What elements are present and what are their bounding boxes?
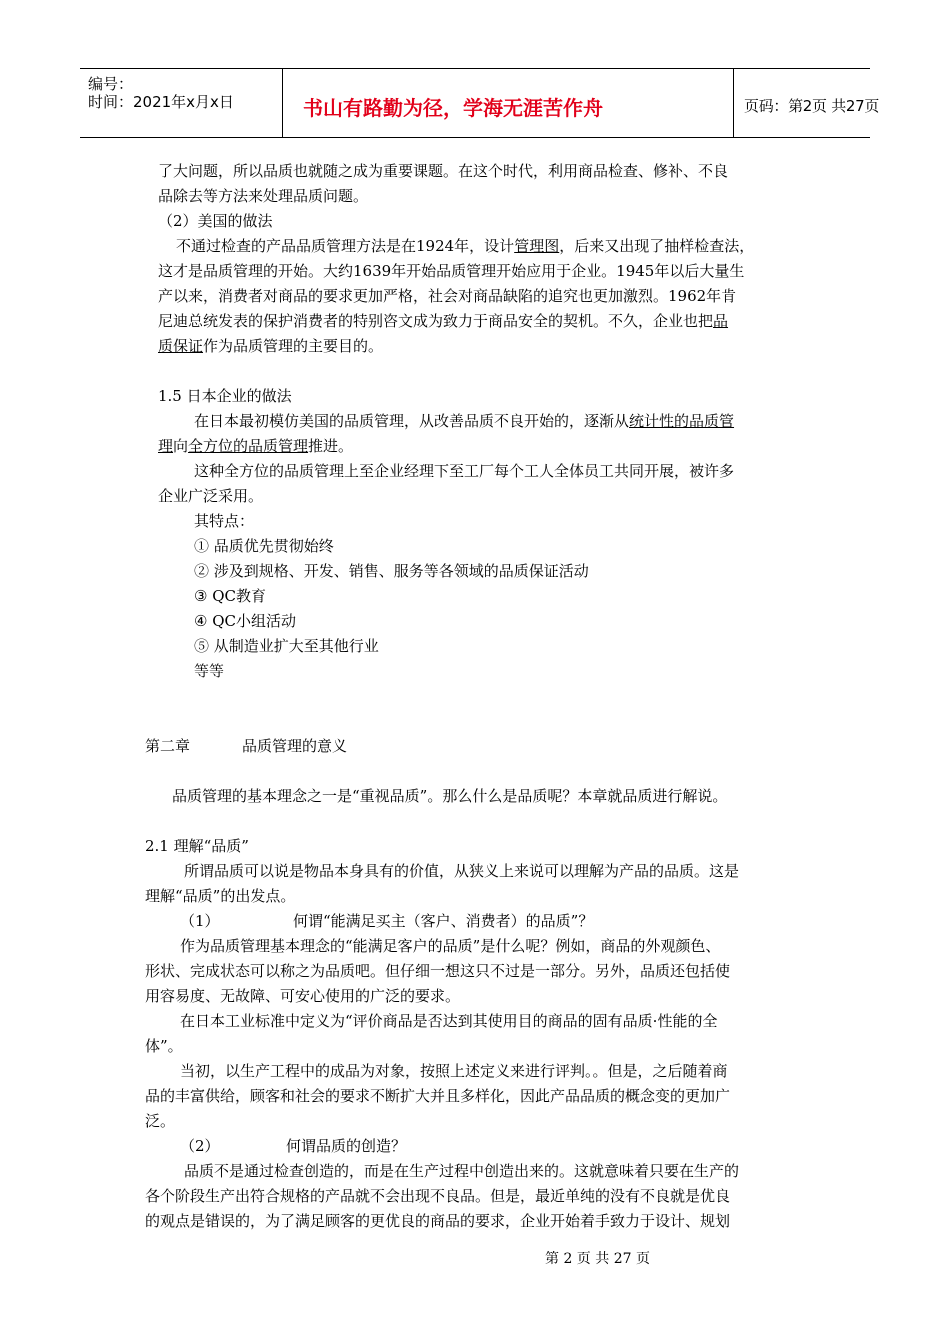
body-line: 质保证作为品质管理的主要目的。 (158, 337, 384, 355)
body-line: 这才是品质管理的开始。大约1639年开始品质管理开始应用于企业。1945年以后大量生 (158, 262, 745, 280)
subsection-number: （1） (180, 912, 220, 930)
body-line: 不通过检查的产品品质管理方法是在1924年，设计管理图，后来又出现了抽样检查法， (176, 237, 755, 255)
list-item: ③ QC教育 (194, 587, 266, 605)
body-line: 尼迪总统发表的保护消费者的特别咨文成为致力于商品安全的契机。不久，企业也把品 (158, 312, 729, 330)
body-line: 所谓品质可以说是物品本身具有的价值，从狭义上来说可以理解为产品的品质。这是 (184, 862, 740, 880)
date-label: 时间：2021年x月x日 (88, 93, 234, 111)
body-line: 了大问题，所以品质也就随之成为重要课题。在这个时代，利用商品检查、修补、不良 (158, 162, 729, 180)
term-link[interactable]: 质保证 (158, 337, 204, 355)
body-line: 品质不是通过检查创造的，而是在生产过程中创造出来的。这就意味着只要在生产的 (184, 1162, 740, 1180)
chapter-number: 第二章 (145, 737, 191, 755)
body-line: 各个阶段生产出符合规格的产品就不会出现不良品。但是，最近单纯的没有不良就是优良 (145, 1187, 731, 1205)
body-line: 在日本工业标准中定义为“评价商品是否达到其使用目的商品的固有品质·性能的全 (180, 1012, 718, 1030)
section-heading: 2.1 理解“品质” (145, 837, 249, 855)
body-line: 等等 (194, 662, 225, 680)
header-meta (80, 69, 280, 137)
body-line: 这种全方位的品质管理上至企业经理下至工厂每个工人全体员工共同开展，被许多 (194, 462, 735, 480)
chapter-title: 品质管理的意义 (242, 737, 348, 755)
header-page-cell (734, 69, 880, 137)
list-item: ⑤ 从制造业扩大至其他行业 (194, 637, 379, 655)
body-line: 当初，以生产工程中的成品为对象，按照上述定义来进行评判。。但是，之后随着商 (180, 1062, 728, 1080)
header-motto-cell (282, 69, 734, 137)
body-line: 的观点是错误的，为了满足顾客的更优良的商品的要求，企业开始着手致力于设计、规划 (145, 1212, 731, 1230)
body-line: 品质管理的基本理念之一是“重视品质”。那么什么是品质呢？本章就品质进行解说。 (172, 787, 728, 805)
body-line: 作为品质管理基本理念的“能满足客户的品质”是什么呢？例如，商品的外观颜色、 (180, 937, 721, 955)
body-line: 品的丰富供给，顾客和社会的要求不断扩大并且多样化，因此产品品质的概念变的更加广 (145, 1087, 731, 1105)
subsection-title: 何谓“能满足买主（客户、消费者）的品质”？ (293, 912, 594, 930)
term-link[interactable]: 全方位的品质管理 (188, 437, 309, 455)
document-header (80, 68, 880, 138)
body-line: 产以来，消费者对商品的要求更加严格，社会对商品缺陷的追究也更加激烈。1962年肯 (158, 287, 737, 305)
term-link[interactable]: 品 (713, 312, 729, 330)
motto-text: 书山有路勤为径，学海无涯苦作舟 (303, 96, 603, 120)
body-line: 品除去等方法来处理品质问题。 (158, 187, 369, 205)
body-line: 形状、完成状态可以称之为品质吧。但仔细一想这只不过是一部分。另外，品质还包括使 (145, 962, 731, 980)
body-line: 企业广泛采用。 (158, 487, 264, 505)
body-line: 在日本最初模仿美国的品质管理，从改善品质不良开始的，逐渐从统计性的品质管 (194, 412, 735, 430)
section-heading: （2）美国的做法 (158, 212, 273, 230)
body-line: 体”。 (145, 1037, 183, 1055)
number-label: 编号： (88, 75, 134, 93)
page-info: 页码：第2页 共27页 (744, 97, 880, 115)
body-line: 其特点： (194, 512, 255, 530)
term-link[interactable]: 理 (158, 437, 174, 455)
term-link[interactable]: 管理图 (514, 237, 560, 255)
subsection-title: 何谓品质的创造？ (286, 1137, 407, 1155)
list-item: ① 品质优先贯彻始终 (194, 537, 334, 555)
list-item: ② 涉及到规格、开发、销售、服务等各领域的品质保证活动 (194, 562, 589, 580)
body-line: 理向全方位的品质管理推进。 (158, 437, 354, 455)
page-footer: 第 2 页 共 27 页 (545, 1251, 650, 1267)
body-line: 泛。 (145, 1112, 176, 1130)
list-item: ④ QC小组活动 (194, 612, 296, 630)
body-line: 用容易度、无故障、可安心使用的广泛的要求。 (145, 987, 461, 1005)
subsection-number: （2） (180, 1137, 220, 1155)
term-link[interactable]: 统计性的品质管 (629, 412, 735, 430)
body-line: 理解“品质”的出发点。 (145, 887, 296, 905)
section-heading: 1.5 日本企业的做法 (158, 387, 292, 405)
